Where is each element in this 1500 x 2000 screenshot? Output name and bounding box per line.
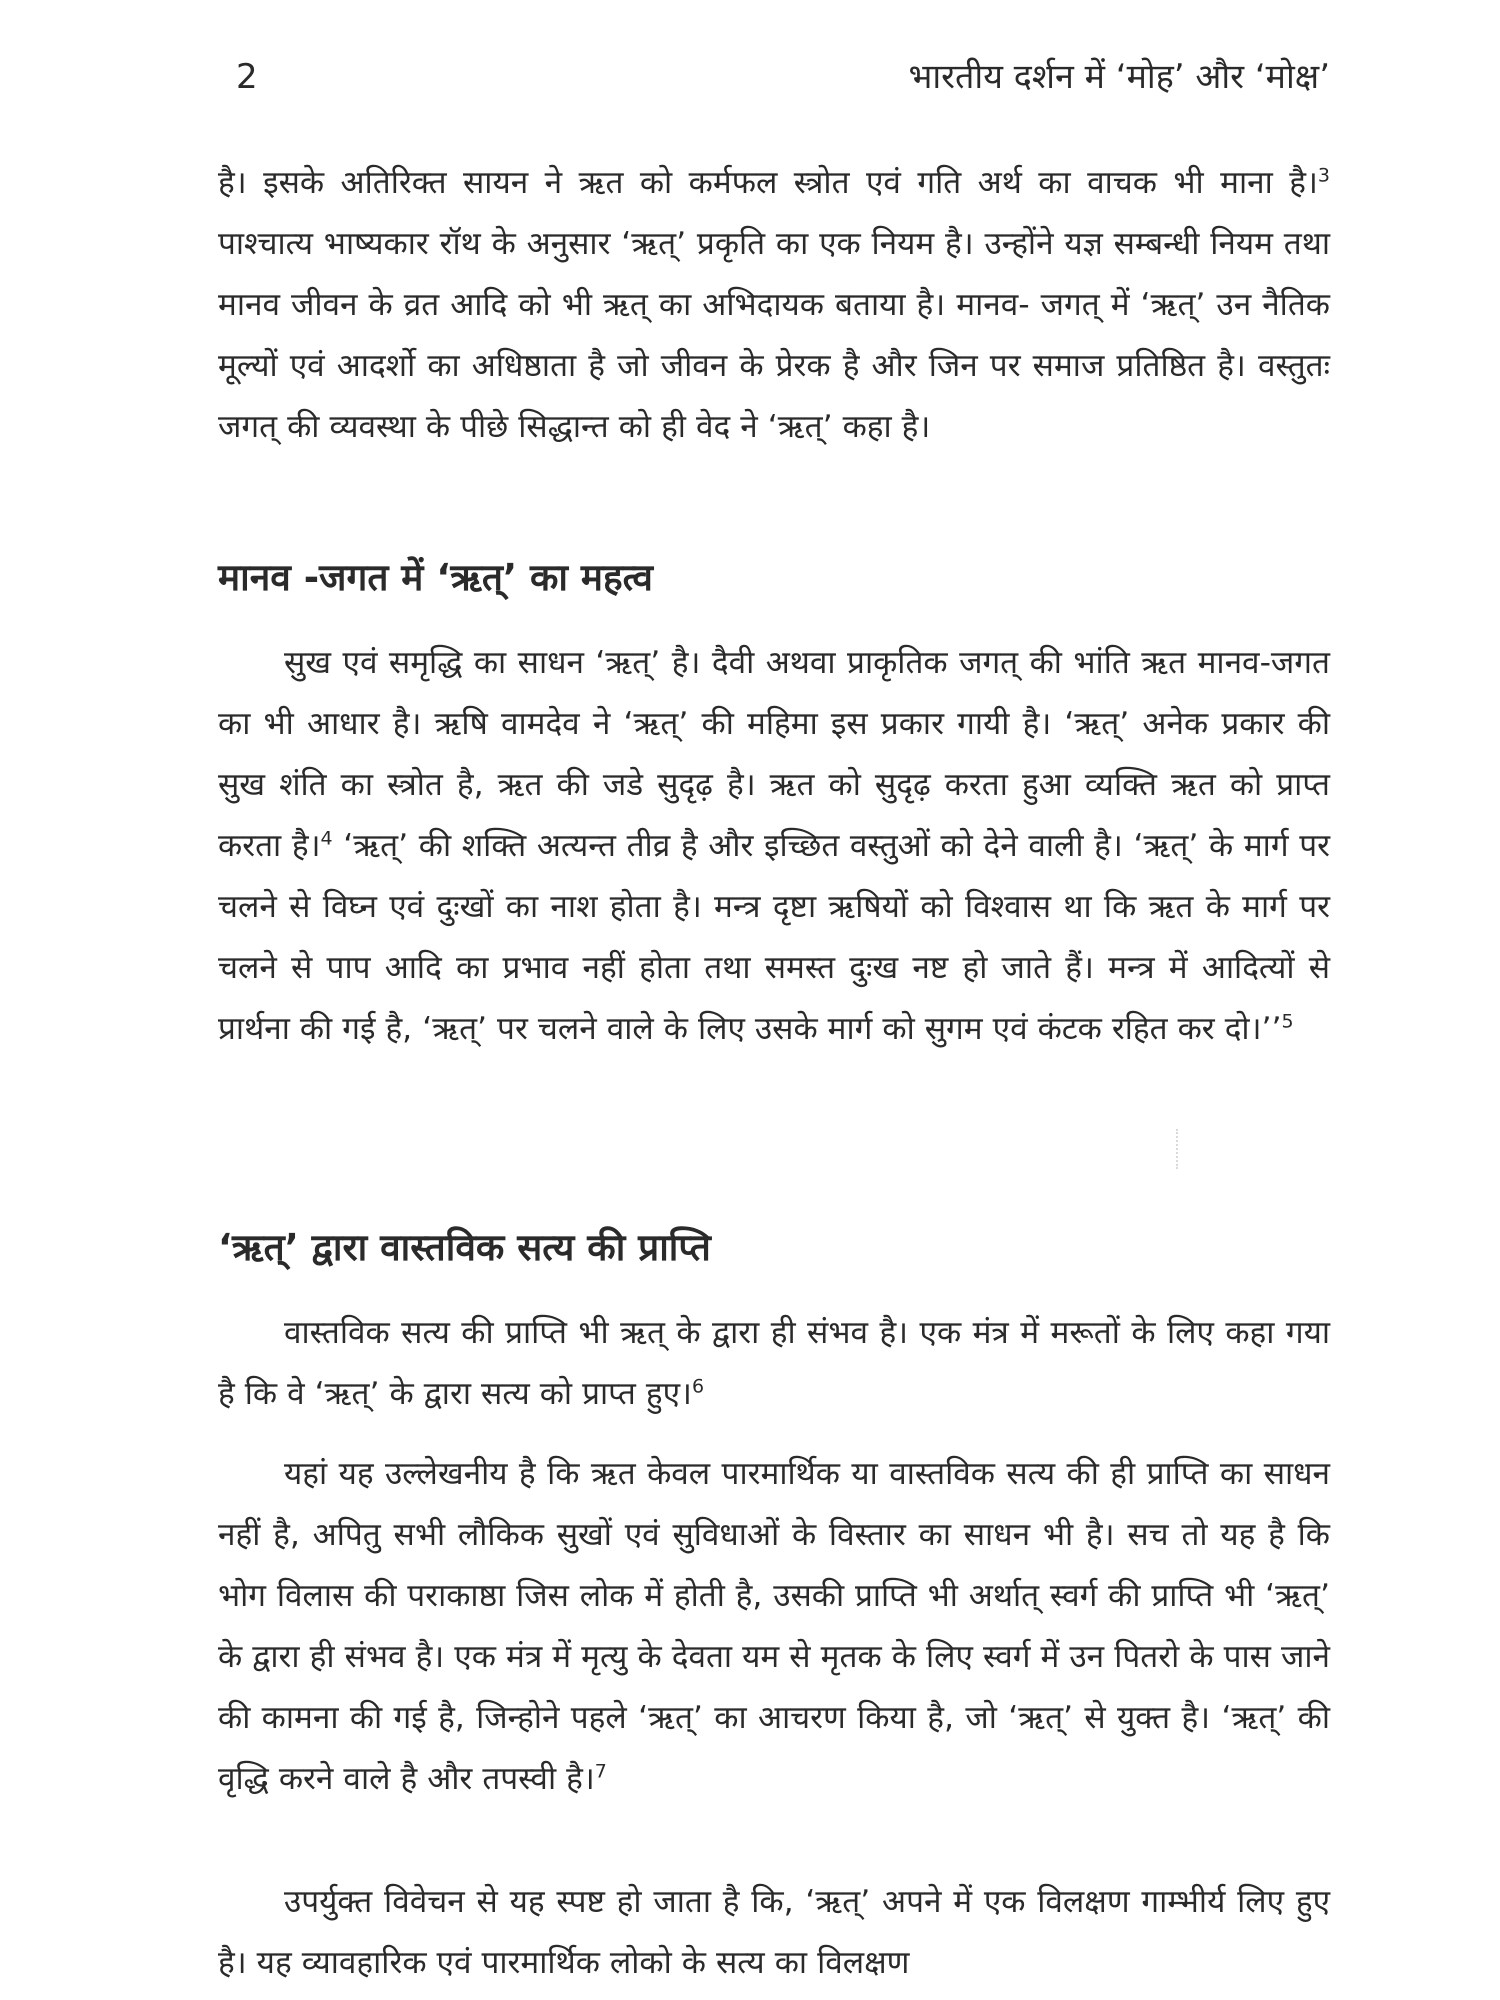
footnote-ref-7: 7 (594, 1760, 607, 1783)
paragraph-2 (218, 633, 1330, 1060)
paragraph-1-text-b: पाश्चात्य भाष्यकार रॉथ के अनुसार ‘ऋत्’ प्रकृति का एक नियम है। उन्होंने यज्ञ सम्बन्धी नियम तथा मानव जीवन के व्रत आदि को भी ऋत् का अभिदायक बताया है। मानव- जगत् में ‘ऋत्’ उन नैतिक मूल्यों एवं आदर्शो का अधिष्ठाता है जो जीवन के प्रेरक है और जिन पर समाज प्रतिष्ठित है। वस्तुतः जगत् की व्यवस्था के पीछे सिद्धान्त को ही वेद ने ‘ऋत्’ कहा है। (218, 226, 1330, 445)
footnote-ref-4: 4 (320, 827, 333, 850)
paragraph-5: उपर्युक्त विवेचन से यह स्पष्ट हो जाता है कि, ‘ऋत्’ अपने में एक विलक्षण गाम्भीर्य लिए हुए है। यह व्यावहारिक एवं पारमार्थिक लोको के सत्य का विलक्षण (218, 1884, 1330, 1981)
footnote-ref-5: 5 (1281, 1010, 1294, 1033)
paragraph-2-text-a: सुख एवं समृद्धि का साधन ‘ऋत्’ है। दैवी अथवा प्राकृतिक जगत् की भांति ऋत मानव-जगत का भी आधार है। ऋषि वामदेव ने ‘ऋत्’ की महिमा इस प्रकार गायी है। ‘ऋत्’ अनेक प्रकार की सुख शंति का स्त्रोत है, ऋत की जडे सुदृढ़ है। ऋत को सुदृढ़ करता हुआ व्यक्ति ऋत को प्राप्त करता है। (218, 645, 1330, 864)
running-title: भारतीय दर्शन में ‘मोह’ और ‘मोक्ष’ (908, 57, 1330, 97)
page-number: 2 (236, 57, 258, 97)
paragraph-4-text: यहां यह उल्लेखनीय है कि ऋत केवल पारमार्थिक या वास्तविक सत्य की ही प्राप्ति का साधन नहीं है, अपितु सभी लौकिक सुखों एवं सुविधाओं के विस्तार का साधन भी है। सच तो यह है कि भोग विलास की पराकाष्ठा जिस लोक में होती है, उसकी प्राप्ति भी अर्थात् स्वर्ग की प्राप्ति भी ‘ऋत्’ के द्वारा ही संभव है। एक मंत्र में मृत्यु के देवता यम से मृतक के लिए स्वर्ग में उन पितरो के पास जाने की कामना की गई है, जिन्होने पहले ‘ऋत्’ का आचरण किया है, जो ‘ऋत्’ से युक्त है। ‘ऋत्’ की वृद्धि करने वाले है और तपस्वी है। (218, 1456, 1331, 1797)
paragraph-3-text: वास्तविक सत्य की प्राप्ति भी ऋत् के द्वारा ही संभव है। एक मंत्र में मरूतों के लिए कहा गया है कि वे ‘ऋत्’ के द्वारा सत्य को प्राप्त हुए। (218, 1315, 1330, 1412)
section-heading-2: ‘ऋत्’ द्वारा वास्तविक सत्य की प्राप्ति (218, 1226, 711, 1269)
scan-speck (1176, 1129, 1184, 1169)
paragraph-4 (218, 1444, 1330, 1810)
footnote-ref-3: 3 (1317, 164, 1330, 187)
footnote-ref-6: 6 (691, 1375, 705, 1398)
paragraph-3 (218, 1303, 1330, 1425)
book-page (218, 0, 1340, 2000)
paragraph-2-text-b: ‘ऋत्’ की शक्ति अत्यन्त तीव्र है और इच्छित वस्तुओं को देने वाली है। ‘ऋत्’ के मार्ग पर चलने से विघ्न एवं दुःखों का नाश होता है। मन्त्र दृष्टा ऋषियों को विश्वास था कि ऋत के मार्ग पर चलने से पाप आदि का प्रभाव नहीं होता तथा समस्त दुःख नष्ट हो जाते हैं। मन्त्र में आदित्यों से प्रार्थना की गई है, ‘ऋत्’ पर चलने वाले के लिए उसके मार्ग को सुगम एवं कंटक रहित कर दो।’’ (218, 828, 1331, 1047)
section-heading-1: मानव -जगत में ‘ऋत्’ का महत्व (218, 556, 653, 599)
paragraph-1 (218, 153, 1330, 458)
running-header (218, 52, 1330, 102)
paragraph-1-text-a: है। इसके अतिरिक्त सायन ने ऋत को कर्मफल स्त्रोत एवं गति अर्थ का वाचक भी माना है। (218, 165, 1318, 201)
